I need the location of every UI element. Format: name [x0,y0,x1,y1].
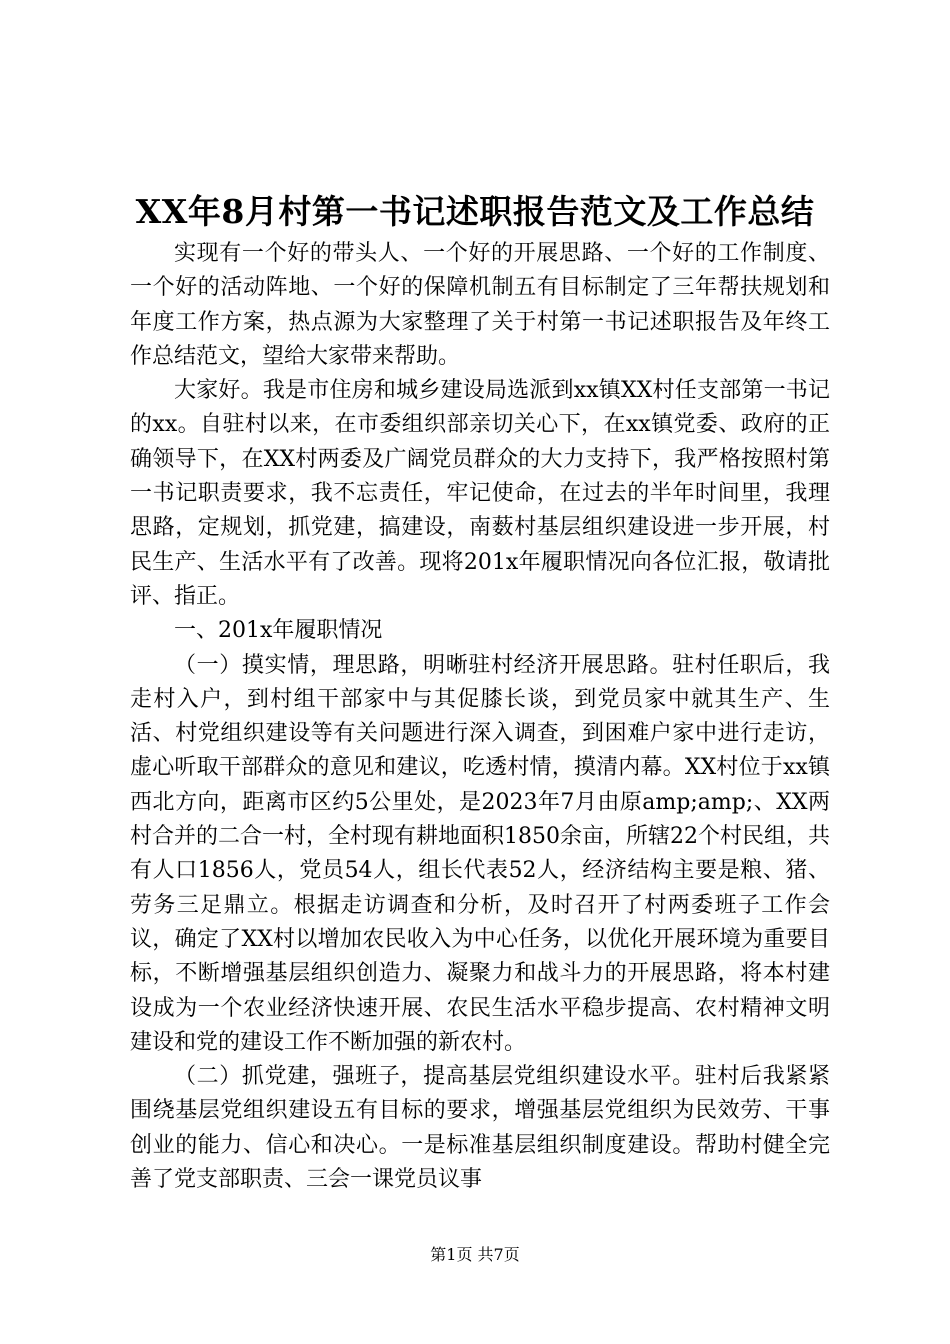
document-title: XX年8月村第一书记述职报告范文及工作总结 [135,192,815,231]
section-heading: 一、201x年履职情况 [174,618,383,644]
paragraph-item-2: （二）抓党建，强班子，提高基层党组织建设水平。驻村后我紧紧围绕基层党组织建设五有目标的要求，增强基层党组织为民效劳、干事创业的能力、信心和决心。一是标准基层组织制度建设。帮助村健全完善了党支部职责、三会一课党员议事 [130,1064,830,1193]
paragraph-intro: 实现有一个好的带头人、一个好的开展思路、一个好的工作制度、一个好的活动阵地、一个好的保障机制五有目标制定了三年帮扶规划和年度工作方案，热点源为大家整理了关于村第一书记述职报告及年终工作总结范文，望给大家带来帮助。 [130,241,830,369]
paragraph-item-1: （一）摸实情，理思路，明晰驻村经济开展思路。驻村任职后，我走村入户，到村组干部家中与其促膝长谈，到党员家中就其生产、生活、村党组织建设等有关问题进行深入调查，到困难户家中进行走访，虚心听取干部群众的意见和建议，吃透村情，摸清内幕。XX村位于xx镇西北方向，距离市区约5公里处，是2023年7月由原amp;amp;、XX两村合并的二合一村，全村现有耕地面积1850余亩，所辖22个村民组，共有人口1856人，党员54人，组长代表52人，经济结构主要是粮、猪、劳务三足鼎立。根据走访调查和分析，及时召开了村两委班子工作会议，确定了XX村以增加农民收入为中心任务，以优化开展环境为重要目标，不断增强基层组织创造力、凝聚力和战斗力的开展思路，将本村建设成为一个农业经济快速开展、农民生活水平稳步提高、农村精神文明建设和党的建设工作不断加强的新农村。 [130,652,830,1055]
document-body [130,237,830,1197]
paragraph-greeting: 大家好。我是市住房和城乡建设局选派到xx镇XX村任支部第一书记的xx。自驻村以来，在市委组织部亲切关心下，在xx镇党委、政府的正确领导下，在XX村两委及广阔党员群众的大力支持下，我严格按照村第一书记职责要求，我不忘责任，牢记使命，在过去的半年时间里，我理思路，定规划，抓党建，搞建设，南薮村基层组织建设进一步开展，村民生产、生活水平有了改善。现将201x年履职情况向各位汇报，敬请批评、指正。 [130,378,830,609]
page-number-footer: 第1页 共7页 [430,1245,520,1264]
